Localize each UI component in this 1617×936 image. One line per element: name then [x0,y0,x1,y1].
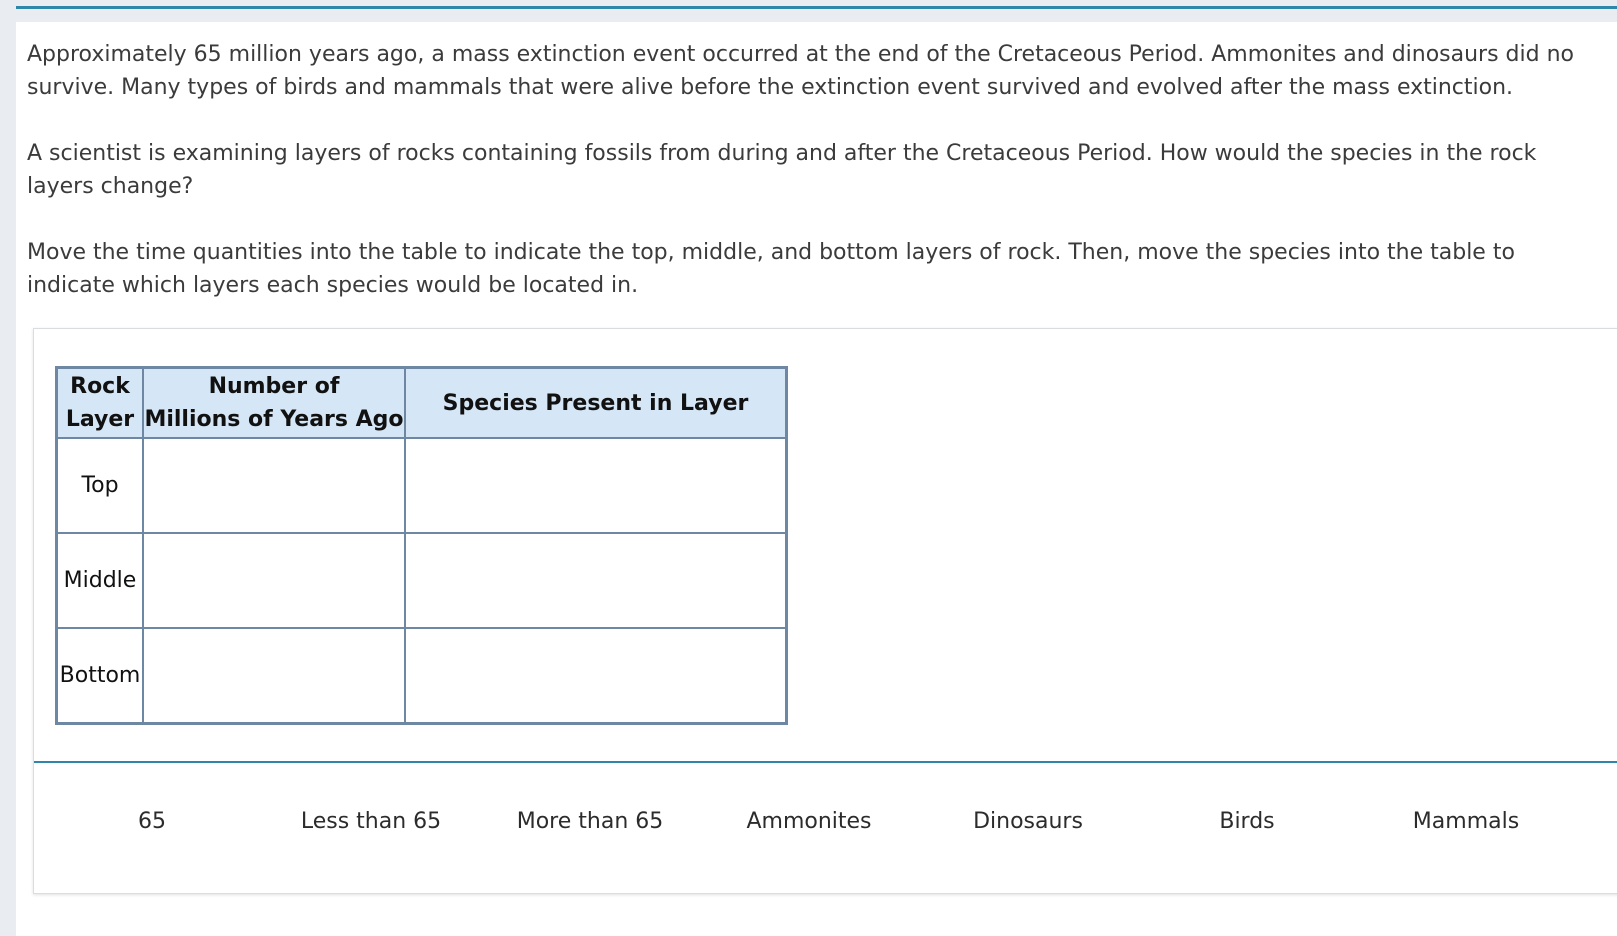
table-row [57,533,787,628]
header-text: Layer [65,407,135,432]
prompt-text: Move the time quantities into the table to indicate the top, middle, and bottom layers of rock. Then, move the species into the table to [27,240,1515,265]
prompt-paragraph-2 [27,137,1617,203]
draggable-choice-65[interactable]: 65 [138,809,166,834]
species-drop-zone-bottom[interactable] [405,628,787,724]
table-header-row [57,368,787,439]
years-drop-zone-bottom[interactable] [143,628,405,724]
species-drop-zone-middle[interactable] [405,533,787,628]
draggable-choice-more-than-65[interactable]: More than 65 [516,809,664,834]
header-rock-layer [57,368,144,439]
prompt-text: Approximately 65 million years ago, a mass extinction event occurred at the end of the Cretaceous Period. Ammonites and dinosaurs did no [27,42,1574,67]
prompt-paragraph-1 [27,38,1617,104]
header-text: Rock [70,374,130,399]
draggable-choice-birds[interactable]: Birds [1219,809,1275,834]
years-drop-zone-top[interactable] [143,438,405,533]
answer-bank [34,763,1617,893]
prompt-text: survive. Many types of birds and mammals that were alive before the extinction event survived and evolved after the mass extinction. [27,75,1514,100]
drag-drop-panel [33,328,1617,894]
prompt-paragraph-3 [27,236,1617,302]
layer-label-top: Top [57,438,144,533]
prompt-text: indicate which layers each species would be located in. [27,273,639,298]
table-row [57,628,787,724]
draggable-choice-dinosaurs[interactable]: Dinosaurs [973,809,1083,834]
header-text: Number of [208,374,340,399]
table-row [57,438,787,533]
draggable-choice-ammonites[interactable]: Ammonites [746,809,872,834]
top-accent-rule [16,6,1617,9]
header-millions-of-years [143,368,405,439]
question-content [16,22,1617,936]
header-species [405,368,787,439]
layer-label-bottom: Bottom [57,628,144,724]
years-drop-zone-middle[interactable] [143,533,405,628]
prompt-text: layers change? [27,174,194,199]
species-drop-zone-top[interactable] [405,438,787,533]
prompt-text: A scientist is examining layers of rocks containing fossils from during and after the Cretaceous Period. How would the species in the rock [27,141,1537,166]
layer-label-middle: Middle [57,533,144,628]
draggable-choice-mammals[interactable]: Mammals [1412,809,1520,834]
question-prompt [27,38,1617,335]
rock-layer-table [55,366,788,725]
header-text: Species Present in Layer [442,390,749,416]
draggable-choice-less-than-65[interactable]: Less than 65 [300,809,442,834]
header-text: Millions of Years Ago [144,407,404,432]
